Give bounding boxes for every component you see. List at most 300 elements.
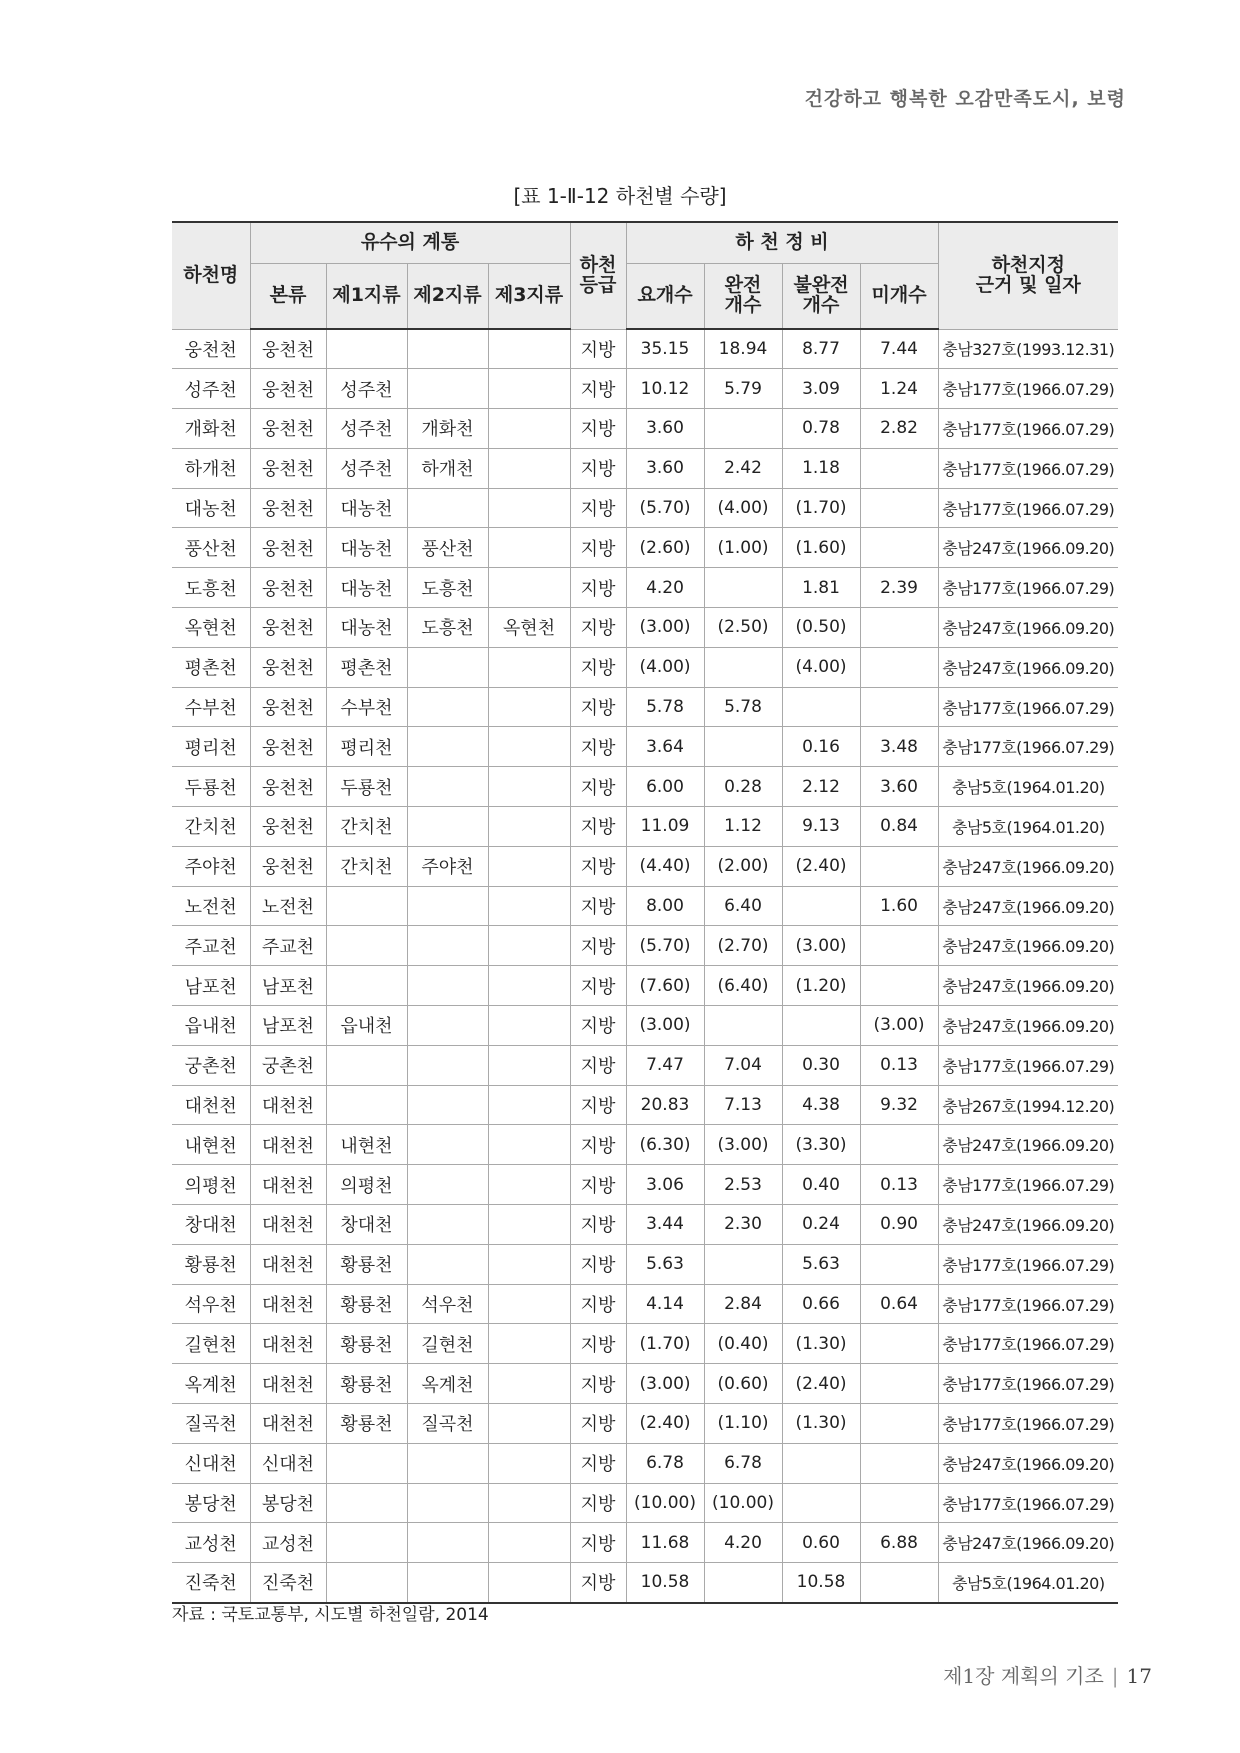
cell-incomplete (782, 687, 860, 727)
cell-required: 11.09 (626, 807, 704, 847)
header-system-group: 유수의 계통 (250, 222, 570, 263)
cell-unimproved: 0.84 (860, 807, 938, 847)
cell-main-stream: 대천천 (250, 1364, 326, 1404)
cell-required: 20.83 (626, 1085, 704, 1125)
cell-incomplete: 1.18 (782, 448, 860, 488)
cell-designation: 충남247호(1966.09.20) (938, 1205, 1118, 1245)
cell-main-stream: 웅천천 (250, 488, 326, 528)
cell-complete: 2.42 (704, 448, 782, 488)
cell-river-name: 의평천 (172, 1165, 250, 1205)
cell-designation: 충남177호(1966.07.29) (938, 568, 1118, 608)
cell-tributary-2: 석우천 (407, 1284, 488, 1324)
cell-unimproved (860, 846, 938, 886)
cell-designation: 충남247호(1966.09.20) (938, 1523, 1118, 1563)
cell-tributary-1: 대농천 (326, 528, 407, 568)
cell-incomplete: (1.70) (782, 488, 860, 528)
cell-complete: 2.53 (704, 1165, 782, 1205)
cell-tributary-1 (326, 1443, 407, 1483)
cell-designation: 충남177호(1966.07.29) (938, 1244, 1118, 1284)
cell-complete (704, 1006, 782, 1046)
cell-river-name: 진죽천 (172, 1563, 250, 1603)
cell-required: (3.00) (626, 1006, 704, 1046)
table-row (172, 1443, 1118, 1483)
cell-river-name: 대농천 (172, 488, 250, 528)
cell-complete: (2.00) (704, 846, 782, 886)
cell-grade: 지방 (570, 568, 626, 608)
cell-grade: 지방 (570, 1165, 626, 1205)
cell-designation: 충남177호(1966.07.29) (938, 687, 1118, 727)
cell-tributary-3 (488, 488, 570, 528)
cell-main-stream: 봉당천 (250, 1483, 326, 1523)
cell-grade: 지방 (570, 1523, 626, 1563)
cell-complete: 0.28 (704, 767, 782, 807)
header-main-stream: 본류 (250, 263, 326, 329)
cell-river-name: 옥현천 (172, 608, 250, 648)
cell-grade: 지방 (570, 687, 626, 727)
cell-tributary-1: 창대천 (326, 1205, 407, 1245)
cell-required: 5.78 (626, 687, 704, 727)
table-row (172, 448, 1118, 488)
cell-main-stream: 남포천 (250, 1006, 326, 1046)
cell-incomplete: (2.40) (782, 1364, 860, 1404)
cell-required: (7.60) (626, 966, 704, 1006)
cell-grade: 지방 (570, 1205, 626, 1245)
cell-incomplete: 10.58 (782, 1563, 860, 1603)
cell-designation: 충남5호(1964.01.20) (938, 767, 1118, 807)
cell-main-stream: 웅천천 (250, 846, 326, 886)
cell-complete: 5.79 (704, 369, 782, 409)
table-row (172, 687, 1118, 727)
cell-tributary-3 (488, 647, 570, 687)
cell-tributary-3 (488, 1125, 570, 1165)
cell-unimproved: 7.44 (860, 329, 938, 369)
cell-grade: 지방 (570, 1006, 626, 1046)
cell-required: 3.44 (626, 1205, 704, 1245)
cell-required: 3.60 (626, 448, 704, 488)
cell-tributary-2 (407, 727, 488, 767)
cell-complete: 7.04 (704, 1045, 782, 1085)
table-row (172, 886, 1118, 926)
cell-tributary-2 (407, 687, 488, 727)
cell-river-name: 궁촌천 (172, 1045, 250, 1085)
cell-tributary-2: 옥계천 (407, 1364, 488, 1404)
cell-required: 3.60 (626, 409, 704, 449)
cell-river-name: 수부천 (172, 687, 250, 727)
cell-grade: 지방 (570, 886, 626, 926)
cell-grade: 지방 (570, 966, 626, 1006)
cell-main-stream: 웅천천 (250, 767, 326, 807)
cell-river-name: 남포천 (172, 966, 250, 1006)
cell-tributary-2 (407, 1523, 488, 1563)
cell-unimproved: 1.60 (860, 886, 938, 926)
cell-complete: 18.94 (704, 329, 782, 369)
cell-required: 3.06 (626, 1165, 704, 1205)
cell-tributary-1 (326, 1483, 407, 1523)
cell-required: 6.00 (626, 767, 704, 807)
cell-unimproved (860, 647, 938, 687)
cell-main-stream: 웅천천 (250, 727, 326, 767)
cell-tributary-2 (407, 1165, 488, 1205)
cell-tributary-1 (326, 1563, 407, 1603)
header-grade: 하천 등급 (570, 222, 626, 329)
cell-tributary-3 (488, 1006, 570, 1046)
cell-incomplete (782, 1483, 860, 1523)
cell-tributary-2 (407, 1563, 488, 1603)
cell-incomplete: 2.12 (782, 767, 860, 807)
cell-river-name: 질곡천 (172, 1404, 250, 1444)
cell-tributary-3 (488, 448, 570, 488)
cell-main-stream: 웅천천 (250, 528, 326, 568)
cell-grade: 지방 (570, 369, 626, 409)
cell-tributary-3 (488, 528, 570, 568)
cell-grade: 지방 (570, 846, 626, 886)
cell-main-stream: 웅천천 (250, 647, 326, 687)
cell-designation: 충남177호(1966.07.29) (938, 1483, 1118, 1523)
cell-tributary-2 (407, 647, 488, 687)
cell-tributary-1: 성주천 (326, 409, 407, 449)
cell-incomplete: 5.63 (782, 1244, 860, 1284)
cell-required: 11.68 (626, 1523, 704, 1563)
cell-river-name: 주교천 (172, 926, 250, 966)
cell-incomplete: 4.38 (782, 1085, 860, 1125)
cell-tributary-1: 의평천 (326, 1165, 407, 1205)
cell-grade: 지방 (570, 1284, 626, 1324)
cell-tributary-1: 대농천 (326, 568, 407, 608)
cell-unimproved (860, 1125, 938, 1165)
cell-river-name: 풍산천 (172, 528, 250, 568)
cell-tributary-2 (407, 1045, 488, 1085)
cell-unimproved: 0.90 (860, 1205, 938, 1245)
cell-designation: 충남327호(1993.12.31) (938, 329, 1118, 369)
cell-designation: 충남247호(1966.09.20) (938, 608, 1118, 648)
cell-unimproved (860, 488, 938, 528)
cell-river-name: 하개천 (172, 448, 250, 488)
table-body (172, 329, 1118, 1603)
cell-tributary-3 (488, 1085, 570, 1125)
header-required: 요개수 (626, 263, 704, 329)
cell-river-name: 간치천 (172, 807, 250, 847)
cell-incomplete: (2.40) (782, 846, 860, 886)
header-river-name: 하천명 (172, 222, 250, 329)
cell-tributary-2: 풍산천 (407, 528, 488, 568)
cell-grade: 지방 (570, 1404, 626, 1444)
cell-main-stream: 대천천 (250, 1125, 326, 1165)
cell-complete: (1.10) (704, 1404, 782, 1444)
cell-required: (6.30) (626, 1125, 704, 1165)
cell-grade: 지방 (570, 1125, 626, 1165)
cell-main-stream: 웅천천 (250, 448, 326, 488)
cell-tributary-3 (488, 1205, 570, 1245)
cell-required: 3.64 (626, 727, 704, 767)
cell-incomplete (782, 1443, 860, 1483)
cell-designation: 충남247호(1966.09.20) (938, 528, 1118, 568)
table-row (172, 1523, 1118, 1563)
cell-designation: 충남5호(1964.01.20) (938, 807, 1118, 847)
cell-tributary-3 (488, 1165, 570, 1205)
cell-main-stream: 웅천천 (250, 409, 326, 449)
cell-unimproved (860, 966, 938, 1006)
cell-grade: 지방 (570, 767, 626, 807)
cell-complete: (0.60) (704, 1364, 782, 1404)
cell-unimproved: 2.82 (860, 409, 938, 449)
cell-main-stream: 노전천 (250, 886, 326, 926)
cell-tributary-2: 주야천 (407, 846, 488, 886)
table-row (172, 966, 1118, 1006)
page-footer (943, 1660, 1152, 1689)
cell-unimproved: 2.39 (860, 568, 938, 608)
cell-grade: 지방 (570, 1443, 626, 1483)
table-row (172, 1483, 1118, 1523)
cell-tributary-2: 도흥천 (407, 568, 488, 608)
cell-tributary-1: 황룡천 (326, 1324, 407, 1364)
cell-grade: 지방 (570, 1364, 626, 1404)
cell-tributary-1: 황룡천 (326, 1404, 407, 1444)
cell-designation: 충남177호(1966.07.29) (938, 1324, 1118, 1364)
cell-tributary-3 (488, 926, 570, 966)
cell-river-name: 노전천 (172, 886, 250, 926)
cell-complete: (10.00) (704, 1483, 782, 1523)
cell-incomplete: 0.30 (782, 1045, 860, 1085)
cell-tributary-2 (407, 329, 488, 369)
cell-designation: 충남247호(1966.09.20) (938, 886, 1118, 926)
cell-complete: 1.12 (704, 807, 782, 847)
source-note: 자료 : 국토교통부, 시도별 하천일람, 2014 (172, 1605, 489, 1625)
cell-grade: 지방 (570, 448, 626, 488)
cell-tributary-3 (488, 1404, 570, 1444)
cell-tributary-2 (407, 767, 488, 807)
cell-main-stream: 대천천 (250, 1324, 326, 1364)
cell-incomplete (782, 886, 860, 926)
cell-tributary-3 (488, 329, 570, 369)
cell-complete: 6.40 (704, 886, 782, 926)
table-row (172, 1006, 1118, 1046)
cell-designation: 충남5호(1964.01.20) (938, 1563, 1118, 1603)
cell-unimproved: 6.88 (860, 1523, 938, 1563)
cell-main-stream: 대천천 (250, 1085, 326, 1125)
cell-incomplete: (0.50) (782, 608, 860, 648)
header-complete: 완전 개수 (704, 263, 782, 329)
cell-grade: 지방 (570, 926, 626, 966)
cell-tributary-1 (326, 886, 407, 926)
cell-designation: 충남177호(1966.07.29) (938, 448, 1118, 488)
cell-tributary-2 (407, 926, 488, 966)
header-tributary-3: 제3지류 (488, 263, 570, 329)
cell-unimproved (860, 528, 938, 568)
cell-tributary-2 (407, 1443, 488, 1483)
cell-river-name: 대천천 (172, 1085, 250, 1125)
cell-required: (4.40) (626, 846, 704, 886)
cell-required: 35.15 (626, 329, 704, 369)
cell-unimproved: 3.60 (860, 767, 938, 807)
cell-unimproved (860, 687, 938, 727)
cell-designation: 충남247호(1966.09.20) (938, 966, 1118, 1006)
cell-complete (704, 409, 782, 449)
cell-designation: 충남177호(1966.07.29) (938, 1284, 1118, 1324)
cell-required: (4.00) (626, 647, 704, 687)
cell-unimproved: 9.32 (860, 1085, 938, 1125)
cell-designation: 충남177호(1966.07.29) (938, 409, 1118, 449)
cell-unimproved (860, 1563, 938, 1603)
cell-required: (3.00) (626, 608, 704, 648)
table-row (172, 1085, 1118, 1125)
cell-main-stream: 대천천 (250, 1205, 326, 1245)
cell-tributary-1: 두룡천 (326, 767, 407, 807)
cell-river-name: 도흥천 (172, 568, 250, 608)
cell-tributary-2 (407, 488, 488, 528)
cell-designation: 충남177호(1966.07.29) (938, 1404, 1118, 1444)
cell-complete (704, 1563, 782, 1603)
cell-unimproved: (3.00) (860, 1006, 938, 1046)
cell-main-stream: 신대천 (250, 1443, 326, 1483)
cell-river-name: 신대천 (172, 1443, 250, 1483)
table-row (172, 1284, 1118, 1324)
cell-tributary-1: 황룡천 (326, 1244, 407, 1284)
header-maintenance-group: 하 천 정 비 (626, 222, 938, 263)
cell-designation: 충남267호(1994.12.20) (938, 1085, 1118, 1125)
cell-unimproved: 1.24 (860, 369, 938, 409)
footer-separator: | (1111, 1664, 1119, 1688)
cell-river-name: 평리천 (172, 727, 250, 767)
cell-designation: 충남177호(1966.07.29) (938, 1364, 1118, 1404)
cell-tributary-3 (488, 1364, 570, 1404)
table-row (172, 1244, 1118, 1284)
cell-grade: 지방 (570, 608, 626, 648)
header-unimproved: 미개수 (860, 263, 938, 329)
cell-complete (704, 647, 782, 687)
cell-river-name: 황룡천 (172, 1244, 250, 1284)
table-row (172, 727, 1118, 767)
cell-complete: 4.20 (704, 1523, 782, 1563)
cell-tributary-3 (488, 886, 570, 926)
cell-tributary-1 (326, 966, 407, 1006)
cell-complete: (2.50) (704, 608, 782, 648)
cell-river-name: 교성천 (172, 1523, 250, 1563)
cell-incomplete: (3.30) (782, 1125, 860, 1165)
cell-required: 4.20 (626, 568, 704, 608)
table-row (172, 608, 1118, 648)
cell-main-stream: 교성천 (250, 1523, 326, 1563)
cell-tributary-2 (407, 1244, 488, 1284)
cell-unimproved (860, 926, 938, 966)
cell-complete: (3.00) (704, 1125, 782, 1165)
cell-tributary-2: 도흥천 (407, 608, 488, 648)
cell-required: 7.47 (626, 1045, 704, 1085)
cell-incomplete: (3.00) (782, 926, 860, 966)
cell-tributary-2: 하개천 (407, 448, 488, 488)
cell-river-name: 평촌천 (172, 647, 250, 687)
cell-incomplete: 3.09 (782, 369, 860, 409)
cell-main-stream: 웅천천 (250, 807, 326, 847)
cell-river-name: 길현천 (172, 1324, 250, 1364)
cell-tributary-1: 성주천 (326, 448, 407, 488)
cell-tributary-2 (407, 369, 488, 409)
cell-unimproved (860, 608, 938, 648)
cell-tributary-3 (488, 807, 570, 847)
table-row (172, 1205, 1118, 1245)
table-row (172, 1324, 1118, 1364)
cell-required: (3.00) (626, 1364, 704, 1404)
cell-required: 10.12 (626, 369, 704, 409)
cell-complete: (6.40) (704, 966, 782, 1006)
cell-required: 8.00 (626, 886, 704, 926)
cell-incomplete: 8.77 (782, 329, 860, 369)
cell-unimproved (860, 1364, 938, 1404)
cell-river-name: 읍내천 (172, 1006, 250, 1046)
table-row (172, 488, 1118, 528)
cell-main-stream: 웅천천 (250, 329, 326, 369)
cell-required: (2.60) (626, 528, 704, 568)
cell-required: (5.70) (626, 926, 704, 966)
cell-tributary-3 (488, 1045, 570, 1085)
cell-grade: 지방 (570, 1244, 626, 1284)
cell-required: (5.70) (626, 488, 704, 528)
river-water-table (172, 221, 1118, 1604)
cell-incomplete: (1.60) (782, 528, 860, 568)
cell-river-name: 두룡천 (172, 767, 250, 807)
cell-main-stream: 대천천 (250, 1165, 326, 1205)
cell-complete: 7.13 (704, 1085, 782, 1125)
cell-grade: 지방 (570, 409, 626, 449)
page-number: 17 (1126, 1664, 1152, 1688)
cell-tributary-3 (488, 727, 570, 767)
footer-chapter: 제1장 계획의 기조 (943, 1664, 1104, 1688)
cell-tributary-1: 황룡천 (326, 1364, 407, 1404)
cell-designation: 충남177호(1966.07.29) (938, 488, 1118, 528)
cell-tributary-2 (407, 1085, 488, 1125)
cell-designation: 충남247호(1966.09.20) (938, 846, 1118, 886)
cell-main-stream: 웅천천 (250, 687, 326, 727)
cell-tributary-2 (407, 1205, 488, 1245)
cell-tributary-2 (407, 966, 488, 1006)
cell-grade: 지방 (570, 1085, 626, 1125)
cell-main-stream: 남포천 (250, 966, 326, 1006)
cell-unimproved: 0.13 (860, 1045, 938, 1085)
cell-designation: 충남247호(1966.09.20) (938, 926, 1118, 966)
cell-main-stream: 대천천 (250, 1244, 326, 1284)
cell-incomplete: 0.60 (782, 1523, 860, 1563)
cell-unimproved (860, 1443, 938, 1483)
cell-tributary-2: 개화천 (407, 409, 488, 449)
cell-complete (704, 568, 782, 608)
header-tributary-2: 제2지류 (407, 263, 488, 329)
cell-grade: 지방 (570, 1324, 626, 1364)
cell-incomplete: (1.30) (782, 1404, 860, 1444)
cell-designation: 충남247호(1966.09.20) (938, 1006, 1118, 1046)
cell-tributary-3 (488, 687, 570, 727)
table-row (172, 807, 1118, 847)
table-row (172, 568, 1118, 608)
cell-river-name: 봉당천 (172, 1483, 250, 1523)
cell-unimproved (860, 1483, 938, 1523)
table-row (172, 767, 1118, 807)
cell-incomplete: (1.30) (782, 1324, 860, 1364)
cell-tributary-2 (407, 886, 488, 926)
cell-tributary-3: 옥현천 (488, 608, 570, 648)
cell-tributary-3 (488, 846, 570, 886)
cell-designation: 충남247호(1966.09.20) (938, 1125, 1118, 1165)
cell-complete: (4.00) (704, 488, 782, 528)
cell-unimproved: 3.48 (860, 727, 938, 767)
cell-tributary-2 (407, 1125, 488, 1165)
cell-tributary-1: 내현천 (326, 1125, 407, 1165)
cell-grade: 지방 (570, 488, 626, 528)
cell-incomplete (782, 1006, 860, 1046)
cell-tributary-3 (488, 1324, 570, 1364)
cell-required: (1.70) (626, 1324, 704, 1364)
cell-river-name: 성주천 (172, 369, 250, 409)
table-row (172, 1364, 1118, 1404)
cell-tributary-3 (488, 1443, 570, 1483)
